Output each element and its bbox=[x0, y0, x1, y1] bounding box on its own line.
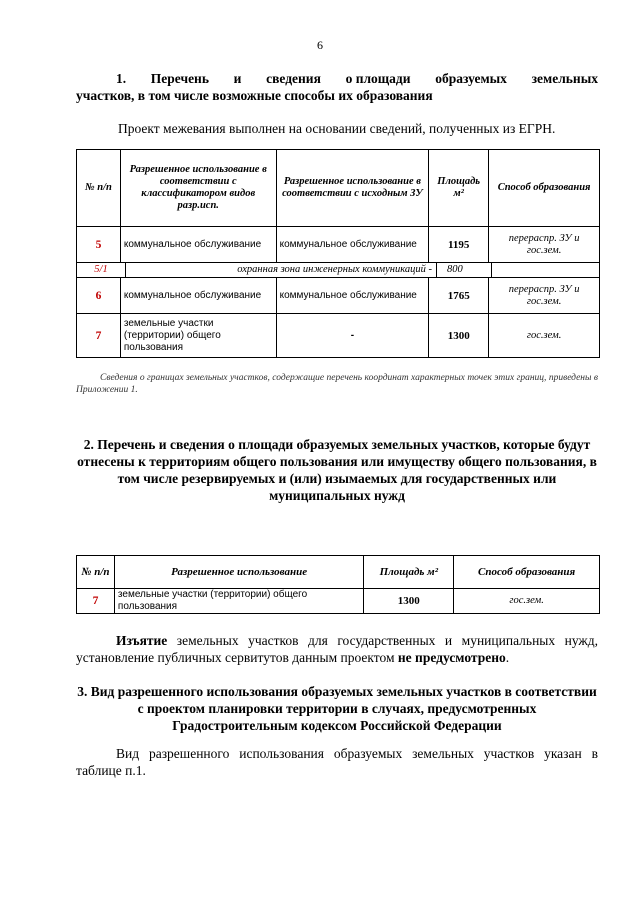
paragraph-text: земельных участков для государственных и муниципальных нужд, установление публичных сервитутов данным проектом bbox=[76, 633, 598, 665]
title-word: земельных bbox=[531, 71, 598, 86]
header-area: Площадь м² bbox=[364, 556, 454, 589]
row-num: 7 bbox=[77, 589, 115, 614]
header-area: Площадь м² bbox=[429, 150, 489, 227]
section3-paragraph: Вид разрешенного использования образуемых земельных участков указан в таблице п.1. bbox=[76, 746, 598, 778]
table-header-row bbox=[77, 150, 600, 227]
row-use-orig: коммунальное обслуживание bbox=[276, 278, 429, 314]
seizure-paragraph bbox=[76, 632, 598, 666]
row-use: земельные участки (территории) общего пользования bbox=[114, 589, 363, 614]
header-num: № п/п bbox=[77, 150, 121, 227]
row-method: гос.зем. bbox=[489, 314, 600, 358]
row-area: 1765 bbox=[429, 278, 489, 314]
subrow-num: 5/1 bbox=[94, 264, 108, 275]
header-method: Способ образования bbox=[454, 556, 600, 589]
header-num: № п/п bbox=[77, 556, 115, 589]
table-header-row bbox=[77, 556, 600, 589]
header-use-class: Разрешенное использование в соответствии с классификатором видов разр.исп. bbox=[120, 150, 276, 227]
row-use-orig: - bbox=[276, 314, 429, 358]
table-row bbox=[77, 589, 600, 614]
row-num: 7 bbox=[77, 314, 121, 358]
table-row bbox=[77, 227, 600, 263]
row-method: перераспр. ЗУ и гос.зем. bbox=[489, 278, 600, 314]
title-word: о площади bbox=[345, 71, 411, 86]
bold-lead: Изъятие bbox=[116, 633, 168, 648]
table-subrow bbox=[77, 263, 600, 278]
coordinates-note: Сведения о границах земельных участков, содержащие перечень координат характерных точек этих границ, приведены в Приложении 1. bbox=[76, 373, 598, 395]
section2-title: 2. Перечень и сведения о площади образуемых земельных участков, которые будут отнесены к территориям общего пользования или имуществу общего пользования, в том числе резервируемых и (или) изымаемых для государственных или муниципальных нужд bbox=[77, 437, 597, 503]
row-area: 1195 bbox=[429, 227, 489, 263]
bold-conclusion: не предусмотрено bbox=[397, 650, 506, 665]
section3-title: 3. Вид разрешенного использования образуемых земельных участков в соответствии с проектом планировки территории в случаях, предусмотренных Градостроительным кодексом Российской Федерации bbox=[77, 684, 597, 733]
section1-title bbox=[76, 70, 598, 104]
row-area: 1300 bbox=[429, 314, 489, 358]
row-use-class: коммунальное обслуживание bbox=[120, 227, 276, 263]
subrow-area: 800 bbox=[447, 264, 463, 275]
row-use-orig: коммунальное обслуживание bbox=[276, 227, 429, 263]
header-use-orig: Разрешенное использование в соответствии с исходным ЗУ bbox=[276, 150, 429, 227]
parcels-table bbox=[76, 149, 600, 358]
row-num: 5 bbox=[77, 227, 121, 263]
subrow-desc: охранная зона инженерных коммуникаций - bbox=[237, 264, 432, 275]
section1-title-line1 bbox=[76, 70, 598, 87]
public-parcels-table bbox=[76, 555, 600, 614]
header-use: Разрешенное использование bbox=[114, 556, 363, 589]
table-row bbox=[77, 278, 600, 314]
table-row bbox=[77, 314, 600, 358]
row-num: 6 bbox=[77, 278, 121, 314]
header-method: Способ образования bbox=[489, 150, 600, 227]
section1-title-line2: участков, в том числе возможные способы их образования bbox=[76, 88, 433, 103]
row-area: 1300 bbox=[364, 589, 454, 614]
title-word: Перечень bbox=[150, 71, 209, 86]
row-use-class: коммунальное обслуживание bbox=[120, 278, 276, 314]
paragraph-tail: . bbox=[505, 650, 510, 665]
title-word: образуемых bbox=[435, 71, 507, 86]
row-use-class: земельные участки (территории) общего пользования bbox=[120, 314, 276, 358]
row-method: перераспр. ЗУ и гос.зем. bbox=[489, 227, 600, 263]
row-method: гос.зем. bbox=[454, 589, 600, 614]
page-number: 6 bbox=[317, 38, 323, 52]
title-word: и bbox=[233, 71, 242, 86]
title-word: 1. bbox=[116, 71, 127, 86]
title-word: сведения bbox=[266, 71, 321, 86]
section1-intro: Проект межевания выполнен на основании сведений, полученных из ЕГРН. bbox=[118, 121, 556, 136]
